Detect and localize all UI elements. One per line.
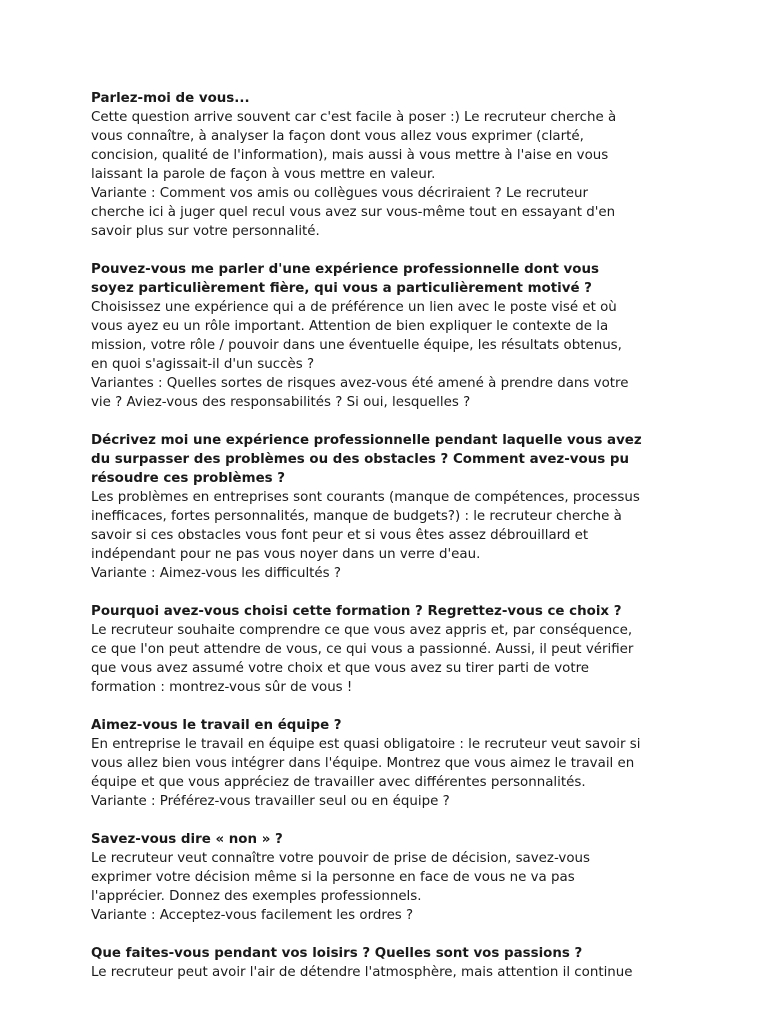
section-paragraph: Les problèmes en entreprises sont courants (manque de compétences, processus inefficaces, fortes personnalités, manque de budgets?) : le recruteur cherche à savoir si ces obstacles vous font peur et si vous êtes assez débrouillard et indépendant pour ne pas vous noyer dans un verre d'eau. xyxy=(91,490,640,562)
section-paragraph: Le recruteur veut connaître votre pouvoir de prise de décision, savez-vous exprimer votre décision même si la personne en face de vous ne va pas l'apprécier. Donnez des exemples professionnels. xyxy=(91,851,591,904)
section-question: Pouvez-vous me parler d'une expérience professionnelle dont vous soyez particulièrement fière, qui vous a particulièrement motivé ? xyxy=(91,262,599,296)
section-paragraph: Choisissez une expérience qui a de préférence un lien avec le poste visé et où vous ayez eu un rôle important. Attention de bien expliquer le contexte de la mission, votre rôle / pouvoir dans une éventuelle équipe, les résultats obtenus, en quoi s'agissait-il d'un succès ? xyxy=(91,300,622,372)
section-dire-non xyxy=(91,830,681,925)
section-obstacles xyxy=(91,431,681,583)
section-formation xyxy=(91,602,681,697)
section-variant: Variante : Comment vos amis ou collègues vous décriraient ? Le recruteur cherche ici à juger quel recul vous avez sur vous-même tout en essayant d'en savoir plus sur votre personnalité. xyxy=(91,186,616,239)
section-travail-equipe xyxy=(91,716,681,811)
section-variant: Variante : Aimez-vous les difficultés ? xyxy=(91,566,342,581)
document-page xyxy=(91,89,681,1001)
section-question: Que faites-vous pendant vos loisirs ? Quelles sont vos passions ? xyxy=(91,946,583,961)
section-question: Parlez-moi de vous... xyxy=(91,91,250,106)
section-question: Pourquoi avez-vous choisi cette formation ? Regrettez-vous ce choix ? xyxy=(91,604,622,619)
section-variant: Variante : Préférez-vous travailler seul ou en équipe ? xyxy=(91,794,450,809)
section-paragraph: Le recruteur souhaite comprendre ce que vous avez appris et, par conséquence, ce que l'on peut attendre de vous, ce qui vous a passionné. Aussi, il peut vérifier que vous avez assumé votre choix et que vous avez su tirer parti de votre formation : montrez-vous sûr de vous ! xyxy=(91,623,634,695)
section-question: Décrivez moi une expérience professionnelle pendant laquelle vous avez du surpasser des problèmes ou des obstacles ? Comment avez-vous pu résoudre ces problèmes ? xyxy=(91,433,642,486)
section-parlez-moi-de-vous xyxy=(91,89,681,241)
section-paragraph: Le recruteur peut avoir l'air de détendre l'atmosphère, mais attention il continue xyxy=(91,965,633,980)
section-paragraph: En entreprise le travail en équipe est quasi obligatoire : le recruteur veut savoir si vous allez bien vous intégrer dans l'équipe. Montrez que vous aimez le travail en équipe et que vous appréciez de travailler avec différentes personnalités. xyxy=(91,737,641,790)
section-variant: Variante : Acceptez-vous facilement les ordres ? xyxy=(91,908,414,923)
section-question: Aimez-vous le travail en équipe ? xyxy=(91,718,342,733)
section-variant: Variantes : Quelles sortes de risques avez-vous été amené à prendre dans votre vie ? Aviez-vous des responsabilités ? Si oui, lesquelles ? xyxy=(91,376,629,410)
section-loisirs xyxy=(91,944,681,982)
section-paragraph: Cette question arrive souvent car c'est facile à poser :) Le recruteur cherche à vous connaître, à analyser la façon dont vous allez vous exprimer (clarté, concision, qualité de l'information), mais aussi à vous mettre à l'aise en vous laissant la parole de façon à vous mettre en valeur. xyxy=(91,110,617,182)
section-question: Savez-vous dire « non » ? xyxy=(91,832,283,847)
section-experience-fiere xyxy=(91,260,681,412)
